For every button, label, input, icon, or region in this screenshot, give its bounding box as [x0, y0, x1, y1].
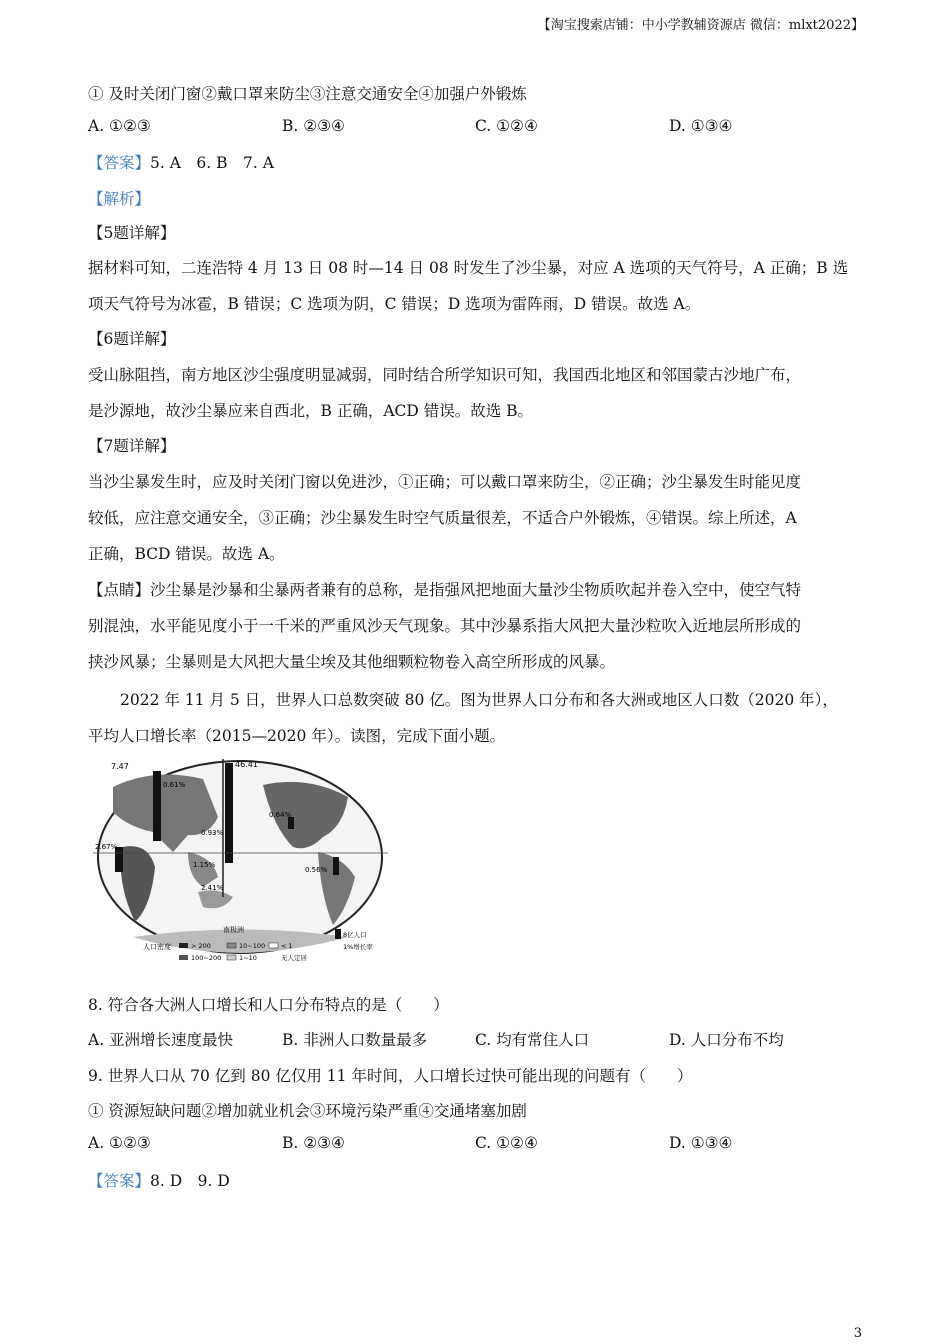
intro-line-2: 平均人口增长率（2015—2020 年）。读图，完成下面小题。 [88, 727, 506, 745]
antarctica-label: 南极洲 [223, 926, 244, 934]
answer-line-1 [88, 151, 274, 173]
q8-option-a: A. 亚洲增长速度最快 [88, 1031, 234, 1049]
legend-title: 人口密度 [143, 943, 171, 951]
q7-option-d: D. ①③④ [669, 117, 733, 135]
answer-line-2 [88, 1169, 230, 1191]
legend-item-6: 无人定居 [281, 954, 307, 962]
q9-option-c: C. ①②④ [475, 1134, 538, 1152]
q6-line-1: 受山脉阻挡，南方地区沙尘强度明显减弱，同时结合所学知识可知，我国西北地区和邻国蒙古沙地广布， [88, 366, 802, 384]
q7-detail-line-1: 当沙尘暴发生时，应及时关闭门窗以免进沙，①正确；可以戴口罩来防尘，②正确；沙尘暴发生时能见度 [88, 473, 802, 491]
map-label-4: 0.64% [269, 811, 292, 819]
map-label-9: 1.15% [193, 861, 216, 869]
q5-title: 【5题详解】 [88, 224, 176, 242]
q8-stem: 8. 符合各大洲人口增长和人口分布特点的是（ ） [88, 996, 449, 1014]
q9-option-d: D. ①③④ [669, 1134, 733, 1152]
q6-title: 【6题详解】 [88, 330, 176, 348]
q8-option-d: D. 人口分布不均 [669, 1031, 784, 1049]
q7-detail-line-2: 较低，应注意交通安全，③正确；沙尘暴发生时空气质量很差，不适合户外锻炼，④错误。综上所述，A [88, 509, 797, 527]
answer-tag-2: 【答案】 [88, 1172, 151, 1190]
q7-detail-line-3: 正确，BCD 错误。故选 A。 [88, 545, 285, 563]
q6-line-2: 是沙源地，故沙尘暴应来自西北，B 正确，ACD 错误。故选 B。 [88, 402, 534, 420]
q8-option-b: B. 非洲人口数量最多 [282, 1031, 428, 1049]
page-header: 【淘宝搜索店铺：中小学教辅资源店 微信：mlxt2022】 [537, 18, 864, 33]
answer-tag: 【答案】 [88, 154, 151, 172]
q8-option-c: C. 均有常住人口 [475, 1031, 590, 1049]
legend-item-1: > 200 [191, 942, 211, 950]
legend-item-4: 100~200 [191, 954, 222, 962]
map-label-8: 2.41% [201, 884, 224, 892]
map-label-3: 46.41 [235, 760, 258, 769]
q7-items: ① 及时关闭门窗②戴口罩来防尘③注意交通安全④加强户外锻炼 [88, 85, 527, 103]
map-label-5: 2.67% [95, 843, 118, 851]
analysis-label: 【解析】 [88, 190, 151, 208]
answer-text-2: 8. D 9. D [150, 1172, 230, 1190]
legend-right-1: 8亿人口 [343, 931, 367, 939]
note-tag: 【点睛】 [88, 581, 151, 599]
q7-detail-title: 【7题详解】 [88, 437, 176, 455]
q9-option-a: A. ①②③ [88, 1134, 151, 1152]
q9-stem: 9. 世界人口从 70 亿到 80 亿仅用 11 年时间，人口增长过快可能出现的问题有（ ） [88, 1067, 693, 1085]
note-line-1 [88, 578, 801, 600]
map-label-1: 7.47 [111, 762, 129, 771]
note-line-3: 挟沙风暴；尘暴则是大风把大量尘埃及其他细颗粒物卷入高空所形成的风暴。 [88, 653, 616, 671]
q7-option-a: A. ①②③ [88, 117, 151, 135]
intro-line-1: 2022 年 11 月 5 日，世界人口总数突破 80 亿。图为世界人口分布和各大洲或地区人口数（2020 年）， [120, 691, 838, 709]
analysis-tag [88, 187, 150, 209]
legend-item-5: 1~10 [239, 954, 257, 962]
answer-text: 5. A 6. B 7. A [150, 154, 274, 172]
q9-option-b: B. ②③④ [282, 1134, 345, 1152]
note-line-2: 别混浊，水平能见度小于一千米的严重风沙天气现象。其中沙暴系指大风把大量沙粒吹入近地层所形成的 [88, 617, 802, 635]
note-text-1: 沙尘暴是沙暴和尘暴两者兼有的总称，是指强风把地面大量沙尘物质吹起并卷入空中，使空气特 [150, 581, 802, 599]
world-population-map [93, 757, 388, 969]
legend-item-3: < 1 [281, 942, 293, 950]
q5-line-1: 据材料可知，二连浩特 4 月 13 日 08 时—14 日 08 时发生了沙尘暴，对应 A 选项的天气符号，A 正确；B 选 [88, 259, 849, 277]
legend-right-2: 1%增长率 [343, 943, 373, 951]
map-label-6: 0.93% [201, 829, 224, 837]
legend-item-2: 10~100 [239, 942, 266, 950]
q5-line-2: 项天气符号为冰雹，B 错误；C 选项为阴，C 错误；D 选项为雷阵雨，D 错误。故选 A。 [88, 295, 701, 313]
page-number: 3 [853, 1326, 862, 1341]
map-label-7: 0.56% [305, 866, 328, 874]
q7-option-b: B. ②③④ [282, 117, 345, 135]
q9-items: ① 资源短缺问题②增加就业机会③环境污染严重④交通堵塞加剧 [88, 1102, 527, 1120]
map-label-2: 0.61% [163, 781, 186, 789]
q7-option-c: C. ①②④ [475, 117, 538, 135]
